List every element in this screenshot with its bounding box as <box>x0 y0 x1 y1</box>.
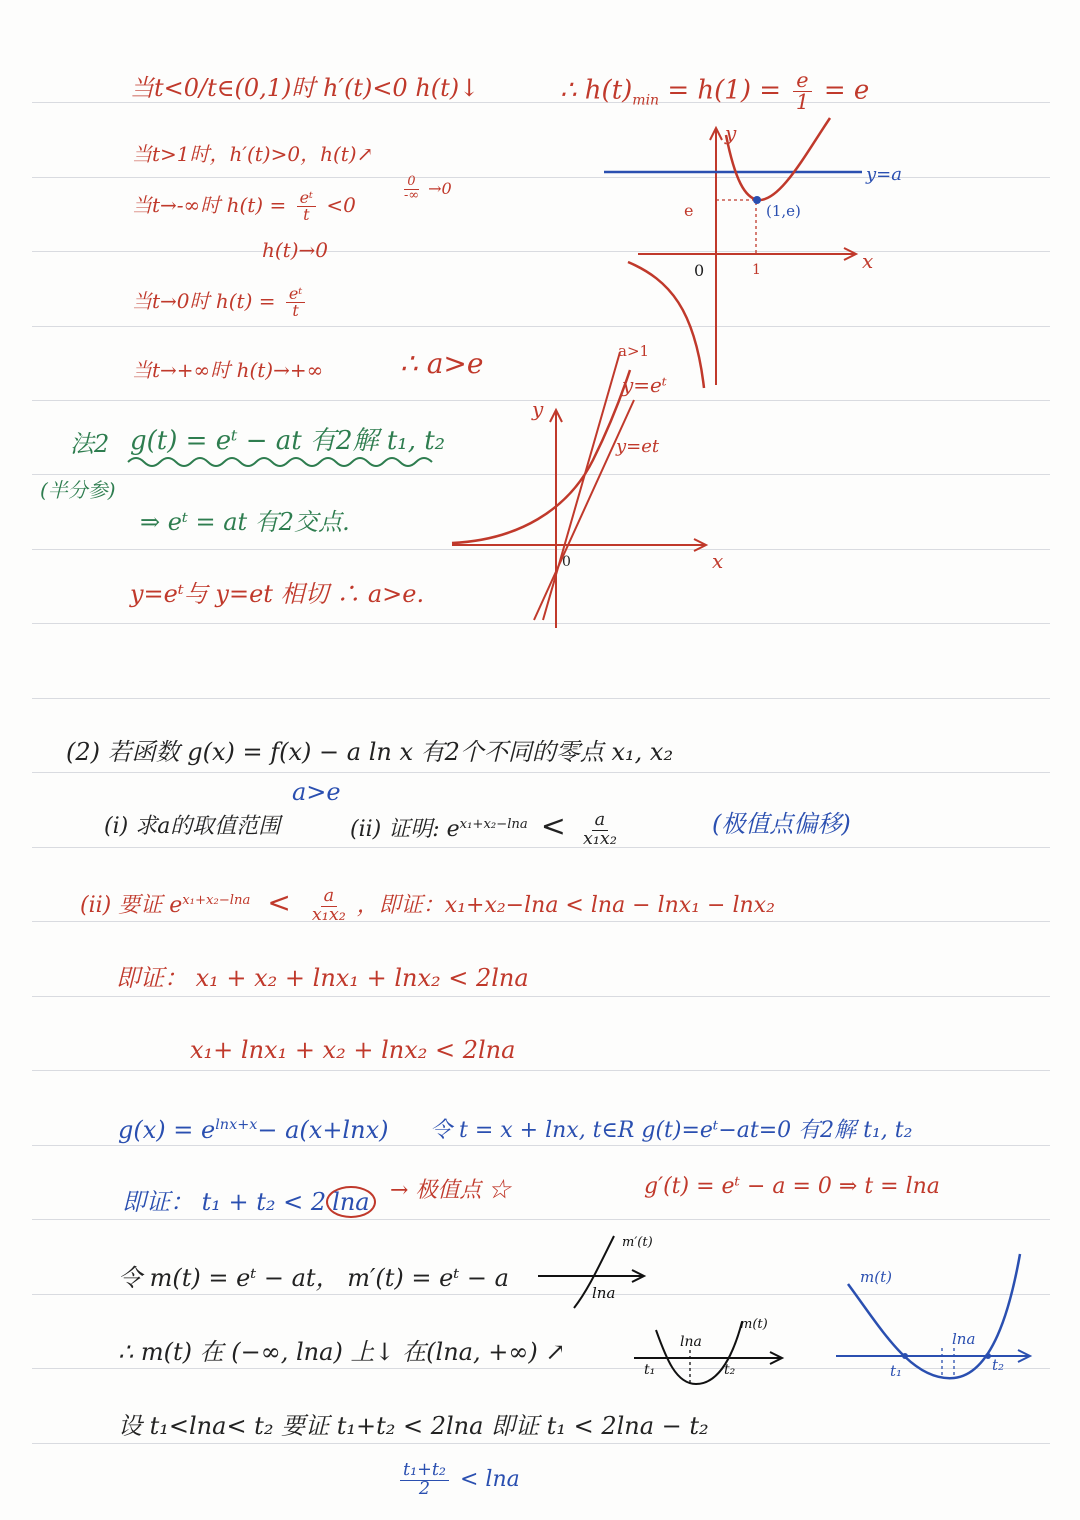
graph-exp-tangent <box>448 340 748 635</box>
answer-a-gt-e: a>e <box>292 778 341 806</box>
ruled-line <box>32 1145 1050 1146</box>
ruled-line <box>32 102 1050 103</box>
t1-label: t₁ <box>890 1362 903 1380</box>
question-2: (2) 若函数 g(x) = f(x) − a ln x 有2个不同的零点 x₁, x₂ <box>66 738 674 766</box>
one-tick-label: 1 <box>752 262 761 278</box>
note-limit: $\frac{0}{-\infty}$ →0 <box>404 174 452 203</box>
tangent-line <box>534 400 634 620</box>
graph-m-prime <box>536 1232 676 1312</box>
lna-label: lna <box>952 1330 976 1348</box>
e-tick-label: e <box>684 201 694 220</box>
line-t-pos-inf: 当t→+∞时 h(t)→+∞ <box>132 358 324 382</box>
lna-circled: lna <box>326 1186 375 1218</box>
line-t-neg-inf: 当t→-∞时 h(t) = $\frac{\text{eᵗ}}{t}$ <0 <box>132 188 356 224</box>
proof-step-3: x₁+ lnx₁ + x₂ + lnx₂ < 2lna <box>190 1036 516 1064</box>
ruled-line <box>32 1443 1050 1444</box>
method-2-expr: g(t) = eᵗ − at 有2解 t₁, t₂ <box>130 426 446 456</box>
t1-label: t₁ <box>644 1362 656 1378</box>
method-2-sub: (半分参) <box>40 478 116 502</box>
method-2-implication: ⇒ eᵗ = at 有2交点. <box>140 508 350 536</box>
prove-t-sum: 即证： t₁ + t₂ < 2 lna <box>122 1190 376 1214</box>
line-h-to-zero: h(t)→0 <box>262 238 329 262</box>
tangent-conclusion: y=eᵗ与 y=et 相切 ∴ a>e. <box>130 580 425 608</box>
set-t1-t2: 设 t₁<lna< t₂ 要证 t₁+t₂ < 2lna 即证 t₁ < 2lna − t₂ <box>118 1412 709 1440</box>
line-min-value: ∴ $h(t)_{min} = h(1)$ = $\frac{e}{1}$ = e <box>560 68 870 114</box>
line-t-less-than-1: 当t<0/t∈(0,1)时 h′(t)<0 h(t)↓ <box>130 74 480 102</box>
line-t-to-zero: 当t→0时 h(t) = $\frac{\text{eᵗ}}{t}$ <box>132 286 309 319</box>
conclusion-a-gt-e: ∴ a>e <box>400 347 484 380</box>
wavy-underline <box>126 452 446 470</box>
note-extreme-shift: (极值点偏移) <box>712 810 851 838</box>
substitution: 令 t = x + lnx, t∈R g(t)=eᵗ−at=0 有2解 t₁, t₂ <box>430 1118 913 1143</box>
graph-m-black <box>630 1312 790 1392</box>
y-eq-a-label: y=a <box>866 164 902 185</box>
define-m: 令 m(t) = eᵗ − at， m′(t) = eᵗ − a <box>118 1264 509 1292</box>
tangent-label: y=et <box>616 436 660 457</box>
x-label: x <box>712 549 724 573</box>
note-extreme-point: → 极值点 ☆ <box>390 1178 511 1203</box>
point-label: (1,e) <box>766 202 801 220</box>
ruled-line <box>32 698 1050 699</box>
ruled-line <box>32 772 1050 773</box>
proof-step-2: 即证： x₁ + x₂ + lnx₁ + lnx₂ < 2lna <box>116 964 529 992</box>
origin-label: 0 <box>694 261 705 280</box>
h-curve-right <box>726 118 830 200</box>
m-label: m(t) <box>860 1268 892 1286</box>
question-2-i: (i) 求a的取值范围 <box>104 814 281 839</box>
x-label: x <box>862 249 874 273</box>
exp-label: y=eᵗ <box>622 373 667 397</box>
a-gt-1-label: a>1 <box>618 342 650 360</box>
method-2-label: 法2 <box>70 430 110 458</box>
graph-m-blue <box>832 1250 1042 1390</box>
proof-step-1: (ii) 要证 $e^{x_1+x_2-lna}$ < $\frac{a}{\text{x₁x₂}}$ ，即证：x₁+x₂−lna < lna − lnx₁ − lnx₂ <box>80 886 775 925</box>
question-2-ii: (ii) 证明: $e^{x_1+x_2-lna}$ < $\frac{a}{\text{x₁x₂}}$ <box>350 809 617 849</box>
m-monotonic: ∴ m(t) 在 (−∞, lna) 上↓ 在(lna, +∞) ↗ <box>118 1338 566 1366</box>
ruled-line <box>32 1070 1050 1071</box>
line-t-greater-1: 当t>1时，h′(t)>0，h(t)↗ <box>132 142 374 166</box>
steeper-line <box>543 352 620 620</box>
g-transform: $g(x) = e^{lnx+x}- a(x+\ln x)$ <box>118 1116 389 1144</box>
t2-label: t₂ <box>992 1356 1005 1374</box>
m-label: m(t) <box>740 1317 768 1332</box>
lna-label: lna <box>680 1334 702 1350</box>
ruled-line <box>32 1219 1050 1220</box>
min-point <box>753 196 761 204</box>
m-prime-label: m′(t) <box>622 1235 653 1250</box>
root-label: lna <box>592 1284 616 1302</box>
origin-label: 0 <box>562 554 571 570</box>
y-label: y <box>532 397 544 421</box>
exp-curve <box>452 370 630 543</box>
t2-label: t₂ <box>724 1362 736 1378</box>
derivative-zero: g′(t) = eᵗ − a = 0 ⇒ t = lna <box>644 1174 940 1199</box>
midpoint-inequality: $\frac{\text{t₁+t₂}}{2}$ < lna <box>396 1462 520 1498</box>
y-label: y <box>725 121 737 145</box>
ruled-line <box>32 996 1050 997</box>
